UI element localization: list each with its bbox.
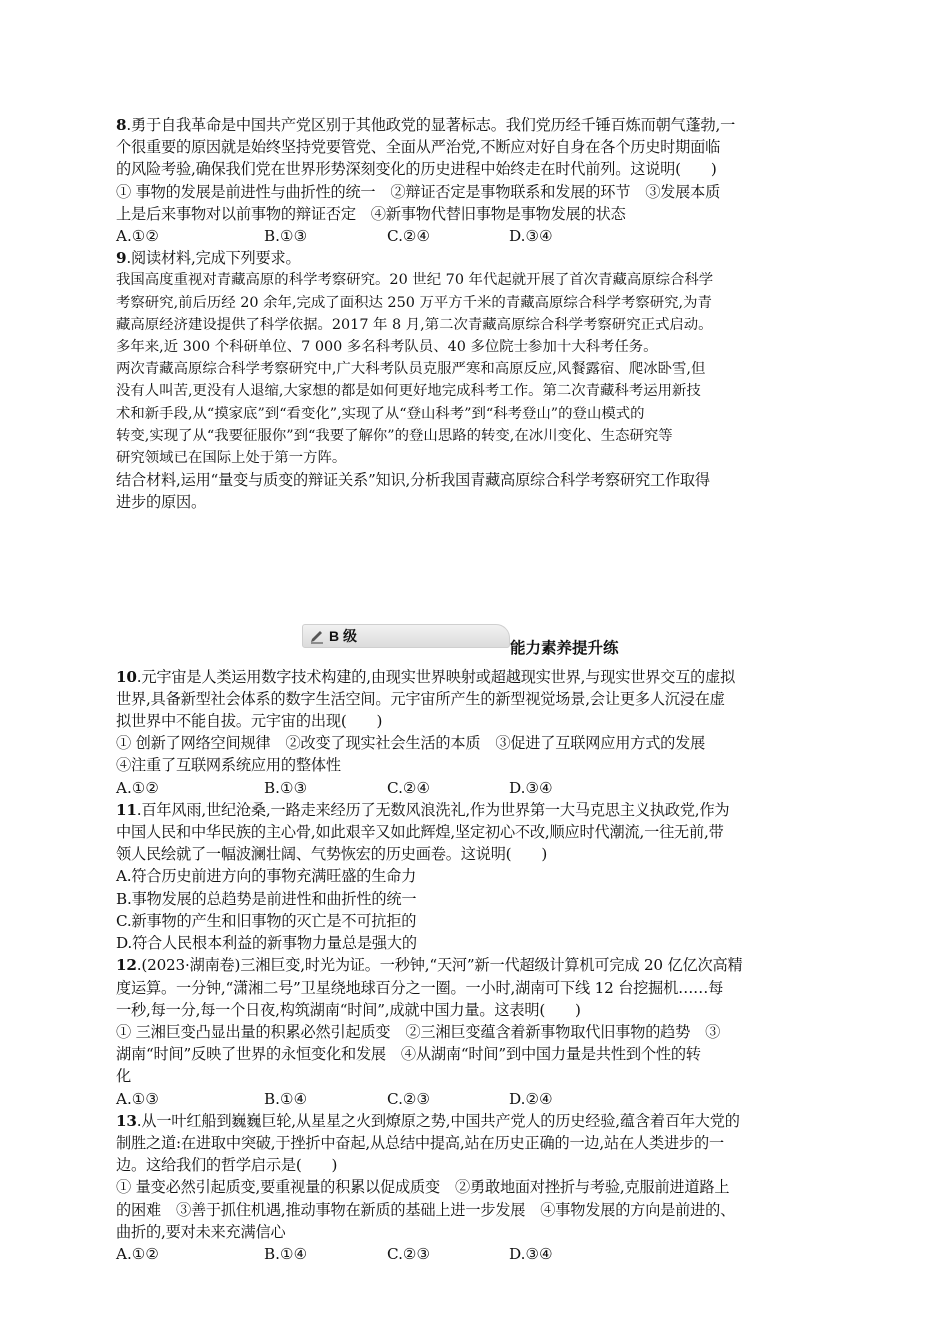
question-12-line: 一秒,每一分,每一个日夜,构筑湖南“时间”,成就中国力量。这表明( ) (116, 1000, 581, 1019)
question-11-line: 11.百年风雨,世纪沧桑,一路走来经历了无数风浪洗礼,作为世界第一大马克思主义执政党,作为 (116, 800, 730, 819)
question-11-line: 中国人民和中华民族的主心骨,如此艰辛又如此辉煌,坚定初心不改,顺应时代潮流,一往无前,带 (116, 823, 724, 842)
question-13 (116, 1110, 834, 1265)
question-number: 8 (116, 116, 127, 134)
question-10 (116, 666, 834, 799)
material-line: 两次青藏高原综合科学考察研究中,广大科考队员克服严寒和高原反应,风餐露宿、爬冰卧雪,但 (116, 361, 706, 378)
material-line: 我国高度重视对青藏高原的科学考察研究。20 世纪 70 年代起就开展了首次青藏高原综合科学 (116, 272, 714, 289)
task-line: 进步的原因。 (116, 493, 206, 512)
question-12 (116, 954, 834, 1109)
document-page (116, 114, 834, 1265)
option-c: C.②③ (387, 1089, 431, 1108)
question-12-line: 湖南“时间”反映了世界的永恒变化和发展 ④从湖南“时间”到中国力量是共性到个性的转 (116, 1045, 701, 1064)
material-line: 多年来,近 300 个科研单位、7 000 多名科考队员、40 多位院士参加十大科考任务。 (116, 339, 658, 356)
question-8-line: 个很重要的原因就是始终坚持党要管党、全面从严治党,不断应对好自身在各个历史时期面临 (116, 138, 721, 157)
option-c: C.新事物的产生和旧事物的灭亡是不可抗拒的 (116, 911, 417, 930)
option-b: B.①④ (264, 1244, 308, 1263)
option-d: D.③④ (509, 227, 553, 246)
option-a: A.符合历史前进方向的事物充满旺盛的生命力 (116, 867, 417, 886)
question-12-line: 化 (116, 1067, 131, 1086)
option-b: B.①③ (264, 227, 308, 246)
question-12-line: ① 三湘巨变凸显出量的积累必然引起质变 ②三湘巨变蕴含着新事物取代旧事物的趋势 ③ (116, 1022, 721, 1041)
question-number: 13 (116, 1111, 137, 1130)
option-d: D.③④ (509, 1244, 553, 1263)
option-b: B.①③ (264, 778, 308, 797)
option-a: A.①② (116, 227, 160, 246)
question-13-line: 曲折的,要对未来充满信心 (116, 1222, 286, 1241)
question-13-line: 制胜之道:在进取中突破,于挫折中奋起,从总结中提高,站在历史正确的一边,站在人类进步的一 (116, 1133, 724, 1152)
option-d: D.③④ (509, 778, 553, 797)
option-b: B.事物发展的总趋势是前进性和曲折性的统一 (116, 889, 417, 908)
level-header (116, 624, 834, 666)
material-line: 研究领域已在国际上处于第一方阵。 (116, 450, 347, 467)
option-b: B.①④ (264, 1089, 308, 1108)
option-a: A.①③ (116, 1089, 160, 1108)
question-12-line: 12.(2023·湖南卷)三湘巨变,时光为证。一秒钟,“天河”新一代超级计算机可完成 20 亿亿次高精 (116, 956, 743, 975)
material-line: 转变,实现了从“我要征服你”到“我要了解你”的登山思路的转变,在冰川变化、生态研究等 (116, 427, 673, 444)
material-line: 考察研究,前后历经 20 余年,完成了面积达 250 万平方千米的青藏高原综合科学考察研究,为青 (116, 294, 712, 311)
question-10-line: 10.元宇宙是人类运用数字技术构建的,由现实世界映射或超越现实世界,与现实世界交互的虚拟 (116, 667, 736, 686)
option-c: C.②④ (387, 778, 431, 797)
material-line: 术和新手段,从“摸家底”到“看变化”,实现了从“登山科考”到“科考登山”的登山模式的 (116, 405, 645, 422)
question-13-line: 13.从一叶红船到巍巍巨轮,从星星之火到燎原之势,中国共产党人的历史经验,蕴含着百年大党的 (116, 1111, 740, 1130)
question-10-options (116, 777, 834, 799)
question-number: 11 (116, 800, 137, 819)
question-13-options (116, 1243, 834, 1265)
question-9 (116, 247, 834, 621)
question-9-prompt: 9.阅读材料,完成下列要求。 (116, 249, 301, 268)
task-line: 结合材料,运用“量变与质变的辩证关系”知识,分析我国青藏高原综合科学考察研究工作取得 (116, 471, 710, 490)
question-13-line: 边。这给我们的哲学启示是( ) (116, 1156, 338, 1175)
question-number: 9 (116, 249, 127, 268)
option-a: A.①② (116, 1244, 160, 1263)
question-8-options (116, 225, 834, 247)
option-d: D.②④ (509, 1089, 553, 1108)
option-c: C.②④ (387, 227, 431, 246)
question-8 (116, 114, 834, 247)
question-13-line: 的困难 ③善于抓住机遇,推动事物在新质的基础上进一步发展 ④事物发展的方向是前进的、 (116, 1200, 736, 1219)
question-10-line: ① 创新了网络空间规律 ②改变了现实社会生活的本质 ③促进了互联网应用方式的发展 (116, 734, 706, 753)
question-8-line: 的风险考验,确保我们党在世界形势深刻变化的历史进程中始终走在时代前列。这说明( ) (116, 160, 717, 179)
level-title: 能力素养提升练 (510, 639, 619, 657)
question-8-line: ① 事物的发展是前进性与曲折性的统一 ②辩证否定是事物联系和发展的环节 ③发展本质 (116, 182, 721, 201)
question-12-line: 度运算。一分钟,“潇湘二号”卫星绕地球百分之一圈。一小时,湖南可下线 12 台挖掘机……每 (116, 978, 724, 997)
option-a: A.①② (116, 778, 160, 797)
question-10-line: 拟世界中不能自拔。元宇宙的出现( ) (116, 712, 383, 731)
question-number: 10 (116, 667, 137, 686)
question-10-line: ④注重了互联网系统应用的整体性 (116, 756, 341, 775)
material-line: 没有人叫苦,更没有人退缩,大家想的都是如何更好地完成科考工作。第二次青藏科考运用新技 (116, 383, 701, 400)
level-label: B 级 (329, 627, 357, 644)
option-d: D.符合人民根本利益的新事物力量总是强大的 (116, 934, 417, 953)
question-11 (116, 799, 834, 954)
option-c: C.②③ (387, 1244, 431, 1263)
question-11-line: 领人民绘就了一幅波澜壮阔、气势恢宏的历史画卷。这说明( ) (116, 845, 548, 864)
question-13-line: ① 量变必然引起质变,要重视量的积累以促成质变 ②勇敢地面对挫折与考验,克服前进道路上 (116, 1178, 730, 1197)
question-8-line: 上是后来事物对以前事物的辩证否定 ④新事物代替旧事物是事物发展的状态 (116, 204, 626, 223)
question-8-line: 8.勇于自我革命是中国共产党区别于其他政党的显著标志。我们党历经千锤百炼而朝气蓬勃,一 (116, 116, 736, 134)
question-10-line: 世界,具备新型社会体系的数字生活空间。元宇宙所产生的新型视觉场景,会让更多人沉浸在虚 (116, 689, 725, 708)
level-tag (302, 624, 510, 648)
question-number: 12 (116, 956, 137, 975)
material-line: 藏高原经济建设提供了科学依据。2017 年 8 月,第二次青藏高原综合科学考察研究正式启动。 (116, 316, 713, 333)
answer-space (116, 514, 834, 622)
pencil-icon (309, 629, 325, 643)
question-12-options (116, 1088, 834, 1110)
